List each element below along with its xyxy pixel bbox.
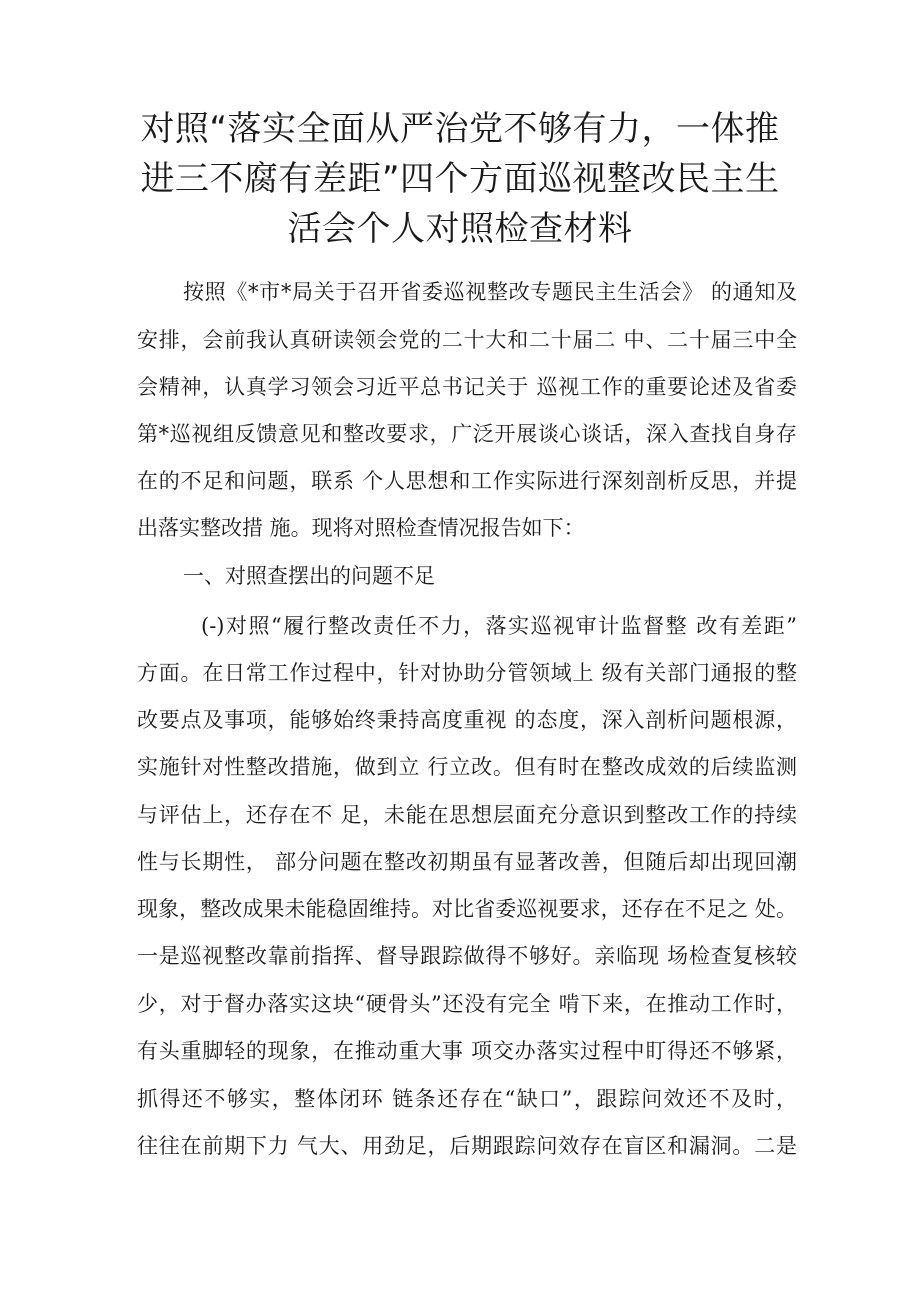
paragraph-item-1-line-6: 性与长期性， 部分问题在整改初期虽有显著改善，但随后却出现回潮 <box>137 850 797 874</box>
paragraph-item-1-line-2: 方面。在日常工作过程中，针对协助分管领域上 级有关部门通报的整 <box>137 661 797 685</box>
paragraph-intro-line-2: 安排，会前我认真研读领会党的二十大和二十届二 中、二十届三中全 <box>137 328 797 352</box>
paragraph-item-1-line-8: 一是巡视整改靠前指挥、督导跟踪做得不够好。亲临现 场检查复核较 <box>137 944 797 968</box>
paragraph-intro-line-5: 在的不足和问题，联系 个人思想和工作实际进行深刻剖析反思，并提 <box>137 469 797 493</box>
paragraph-intro-line-4: 第*巡视组反馈意见和整改要求，广泛开展谈心谈话，深入查找自身存 <box>137 422 797 446</box>
title-line-3: 活会个人对照检查材料 <box>287 209 633 249</box>
paragraph-item-1-line-10: 有头重脚轻的现象，在推动重大事 项交办落实过程中盯得还不够紧， <box>137 1039 797 1063</box>
paragraph-item-1-line-1: (-)对照“履行整改责任不力，落实巡视审计监督整 改有差距” <box>201 614 797 638</box>
paragraph-item-1-line-12: 往往在前期下力 气大、用劲足，后期跟踪问效存在盲区和漏洞。二是 <box>137 1134 797 1158</box>
paragraph-item-1-line-9: 少，对于督办落实这块“硬骨头”还没有完全 啃下来，在推动工作时， <box>137 992 797 1016</box>
section-heading-1: 一、对照查摆出的问题不足 <box>183 564 435 588</box>
title-line-2: 进三不腐有差距”四个方面巡视整改民主生 <box>140 159 780 199</box>
paragraph-item-1-line-7: 现象，整改成果未能稳固维持。对比省委巡视要求，还存在不足之 处。 <box>137 897 797 921</box>
paragraph-item-1-line-5: 与评估上，还存在不 足，未能在思想层面充分意识到整改工作的持续 <box>137 803 797 827</box>
paragraph-item-1-line-11: 抓得还不够实，整体闭环 链条还存在“缺口”，跟踪问效还不及时， <box>137 1087 797 1111</box>
paragraph-item-1-line-3: 改要点及事项，能够始终秉持高度重视 的态度，深入剖析问题根源， <box>137 708 797 732</box>
document-title <box>120 104 800 254</box>
paragraph-intro-line-3: 会精神，认真学习领会习近平总书记关于 巡视工作的重要论述及省委 <box>137 375 797 399</box>
paragraph-intro-line-1: 按照《*市*局关于召开省委巡视整改专题民主生活会》 的通知及 <box>183 280 797 304</box>
paragraph-intro-line-6: 出落实整改措 施。现将对照检查情况报告如下： <box>137 516 585 540</box>
paragraph-item-1-line-4: 实施针对性整改措施，做到立 行立改。但有时在整改成效的后续监测 <box>137 755 797 779</box>
title-line-1: 对照“落实全面从严治党不够有力，一体推 <box>140 109 780 149</box>
